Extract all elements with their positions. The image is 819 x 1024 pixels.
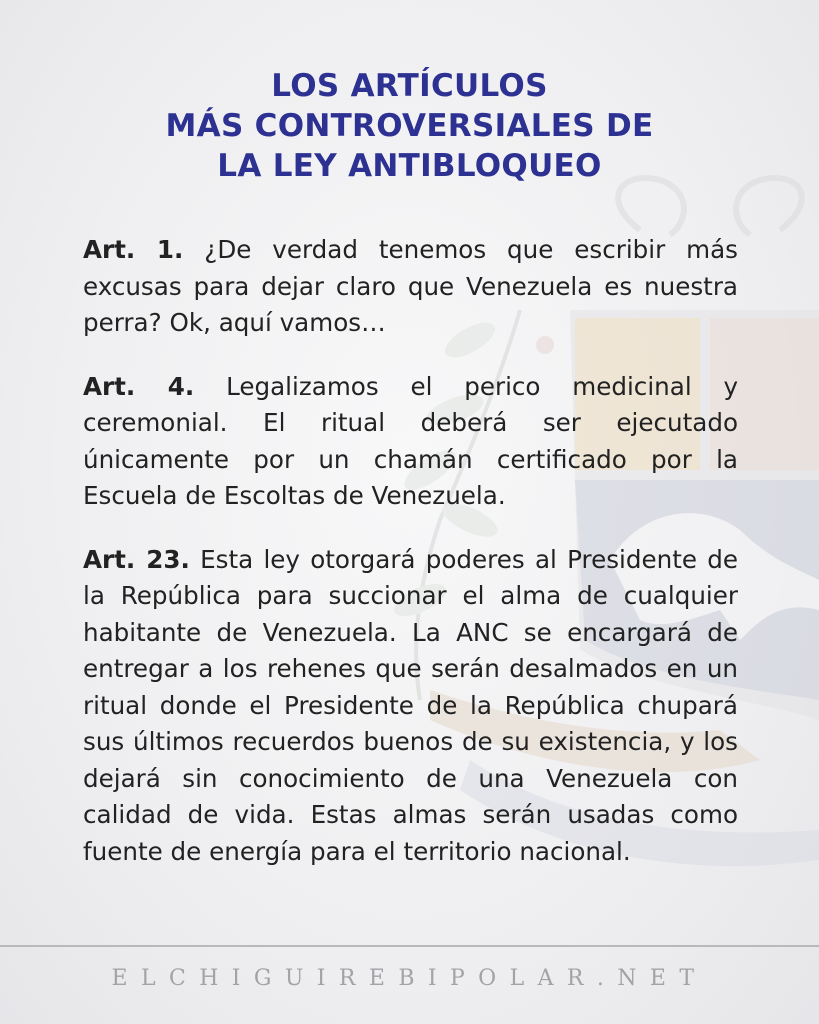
article-number: Art. 23.: [83, 544, 190, 574]
article-text: Legalizamos el perico medicinal y ceremonial. El ritual deberá ser ejecutado únicamente por un chamán certificado por la Escuela de Escoltas de Venezuela.: [83, 371, 739, 510]
articles-list: [83, 232, 738, 897]
footer-divider: [0, 945, 819, 947]
page-title: [0, 66, 819, 186]
article-23: [83, 542, 738, 871]
article-number: Art. 4.: [83, 371, 195, 401]
title-line-1: LOS ARTÍCULOS: [271, 68, 548, 104]
article-number: Art. 1.: [83, 235, 184, 264]
title-line-3: LA LEY ANTIBLOQUEO: [217, 148, 602, 184]
article-text: Esta ley otorgará poderes al Presidente de la República para succionar el alma de cualquier habitante de Venezuela. La ANC se encargará de entregar a los rehenes que serán desalmados en un ritual donde el Presidente de la República chupará sus últimos recuerdos buenos de su existencia, y los dejará sin conocimiento de una Venezuela con calidad de vida. Estas almas serán usadas como fuente de energía para el territorio nacional.: [83, 544, 738, 866]
article-text: ¿De verdad tenemos que escribir más excusas para dejar claro que Venezuela es nuestra perra? Ok, aquí vamos…: [83, 235, 738, 337]
footer-site-name: ELCHIGUIREBIPOLAR.NET: [111, 966, 708, 991]
article-1: [83, 232, 738, 342]
title-line-2: MÁS CONTROVERSIALES DE: [165, 108, 654, 144]
article-4: [83, 369, 738, 515]
